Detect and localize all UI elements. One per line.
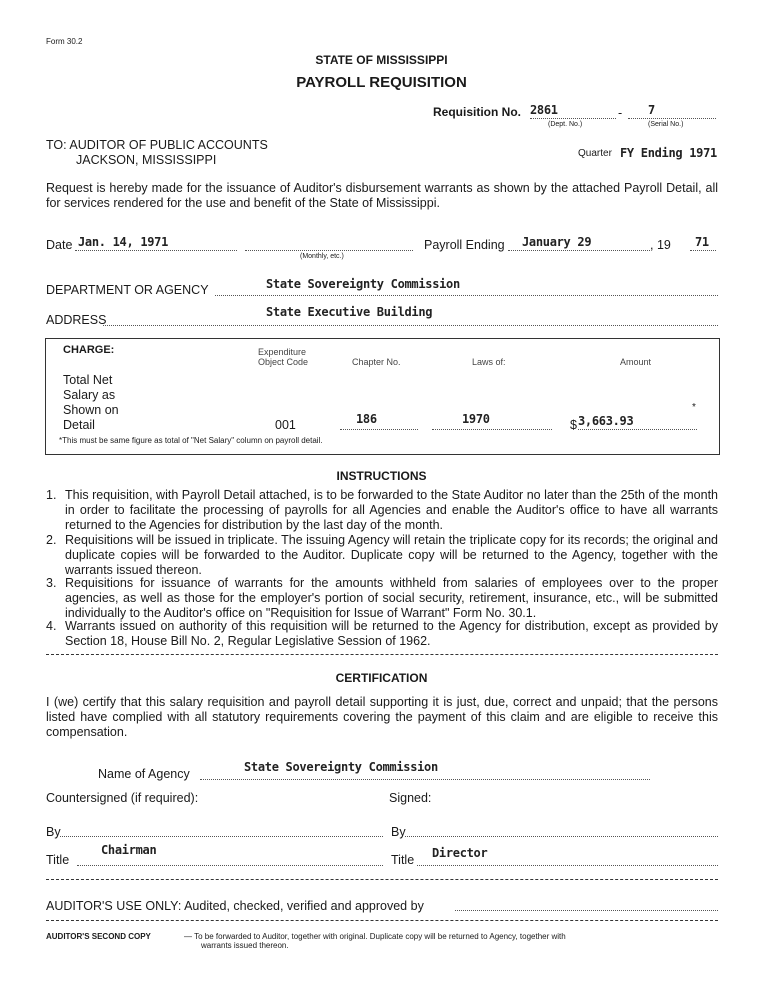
charge-footnote: *This must be same figure as total of "Net Salary" column on payroll detail.: [59, 436, 323, 445]
to-line-2: JACKSON, MISSISSIPPI: [76, 153, 217, 167]
auditor-use-label: AUDITOR'S USE ONLY: Audited, checked, verified and approved by: [46, 899, 424, 913]
date-field[interactable]: Jan. 14, 1971: [78, 235, 169, 249]
period-caption: (Monthly, etc.): [300, 253, 344, 260]
object-code: 001: [275, 418, 296, 432]
item-text: This requisition, with Payroll Detail attached, is to be forwarded to the State Auditor no later than the 25th of the month in order to facilitate the processing of payrolls for all Agencies and enable the Auditor's office to have all warrants returned to the Agencies for distribution by the last day of the month.: [65, 488, 718, 532]
payroll-ending-label: Payroll Ending: [424, 238, 505, 252]
payroll-ending-field[interactable]: January 29: [522, 235, 592, 249]
asterisk: *: [692, 402, 696, 413]
agency-name-label: Name of Agency: [98, 767, 190, 781]
item-text: Requisitions for issuance of warrants for the amounts withheld from salaries of employees over to the proper agencies, as well as those for the employer's portion of social security, retirement, insurance, etc., will be submitted individually to the Auditor's office on "Requisition for Issue of Warrant" Form No. 30.1.: [65, 576, 718, 620]
row-label-2: Salary as: [63, 388, 116, 402]
signed-title-label: Title: [391, 853, 415, 867]
counter-by-label: By: [46, 825, 61, 839]
item-num: 2.: [46, 533, 57, 547]
signed-by-label: By: [391, 825, 406, 839]
col-amount: Amount: [620, 357, 652, 367]
instructions-title: INSTRUCTIONS: [336, 469, 427, 483]
page-title: PAYROLL REQUISITION: [296, 74, 467, 91]
item-num: 1.: [46, 488, 57, 502]
requisition-label: Requisition No.: [433, 105, 521, 119]
item-num: 3.: [46, 576, 57, 590]
year-field[interactable]: 71: [695, 235, 709, 249]
col-expenditure-1: Expenditure: [258, 347, 307, 357]
row-label-1: Total Net: [63, 373, 113, 387]
serial-no-field[interactable]: 7: [648, 103, 655, 117]
counter-title-label: Title: [46, 853, 70, 867]
signed-title-field[interactable]: Director: [432, 846, 488, 860]
signed-label: Signed:: [389, 791, 432, 805]
row-label-4: Detail: [63, 418, 95, 432]
year-prefix: , 19: [650, 238, 671, 252]
to-line-1: TO: AUDITOR OF PUBLIC ACCOUNTS: [46, 138, 268, 152]
instruction-item: [46, 576, 718, 621]
auditor-copy-text-1: — To be forwarded to Auditor, together with original. Duplicate copy will be returned to Agency, together with: [184, 932, 566, 941]
date-label: Date: [46, 238, 73, 252]
chapter-field[interactable]: 186: [356, 412, 377, 426]
department-label: DEPARTMENT OR AGENCY: [46, 283, 209, 297]
department-field[interactable]: State Sovereignty Commission: [266, 277, 460, 291]
row-label-3: Shown on: [63, 403, 119, 417]
laws-field[interactable]: 1970: [462, 412, 490, 426]
state-heading: STATE OF MISSISSIPPI: [315, 53, 448, 67]
amount-field[interactable]: 3,663.93: [578, 414, 634, 428]
countersigned-label: Countersigned (if required):: [46, 791, 199, 805]
form-number: Form 30.2: [46, 37, 83, 46]
auditor-copy-label: AUDITOR'S SECOND COPY: [46, 932, 151, 941]
instructions-list: [46, 488, 718, 647]
address-label: ADDRESS: [46, 313, 107, 327]
dept-no-field[interactable]: 2861: [530, 103, 558, 117]
counter-title-field[interactable]: Chairman: [101, 843, 157, 857]
col-chapter: Chapter No.: [352, 357, 401, 367]
col-expenditure-2: Object Code: [258, 357, 309, 367]
request-text: Request is hereby made for the issuance of Auditor's disbursement warrants as shown by the attached Payroll Detail, all for services rendered for the use and benefit of the State of Mississippi.: [46, 181, 718, 210]
quarter-field[interactable]: FY Ending 1971: [620, 146, 717, 160]
instruction-item: [46, 488, 718, 533]
quarter-label: Quarter: [578, 148, 612, 159]
dash: -: [618, 106, 623, 120]
instruction-item: [46, 619, 718, 649]
certification-text: I (we) certify that this salary requisition and payroll detail supporting it is just, due, correct and unpaid; that the persons listed have complied with all statutory requirements covering the payment of this claim and are eligible to receive this compensation.: [46, 695, 718, 739]
certification-title: CERTIFICATION: [335, 671, 428, 685]
col-laws: Laws of:: [472, 357, 506, 367]
dept-caption: (Dept. No.): [548, 121, 583, 128]
serial-caption: (Serial No.): [648, 121, 684, 128]
auditor-copy-text-2: warrants issued thereon.: [201, 941, 289, 950]
charge-label: CHARGE:: [63, 344, 115, 356]
currency: $: [570, 418, 577, 432]
item-num: 4.: [46, 619, 57, 633]
item-text: Requisitions will be issued in triplicate. The issuing Agency will retain the triplicate copy for its records; the original and duplicate copies will be forwarded to the Auditor. Duplicate copy will be returned to the Agency, together with the warrants issued thereon.: [65, 533, 718, 577]
instruction-item: [46, 533, 718, 578]
agency-name-field[interactable]: State Sovereignty Commission: [244, 760, 438, 774]
address-field[interactable]: State Executive Building: [266, 305, 433, 319]
item-text: Warrants issued on authority of this requisition will be returned to the Agency for distribution, except as provided by Section 18, House Bill No. 2, Regular Legislative Session of 1962.: [65, 619, 718, 648]
